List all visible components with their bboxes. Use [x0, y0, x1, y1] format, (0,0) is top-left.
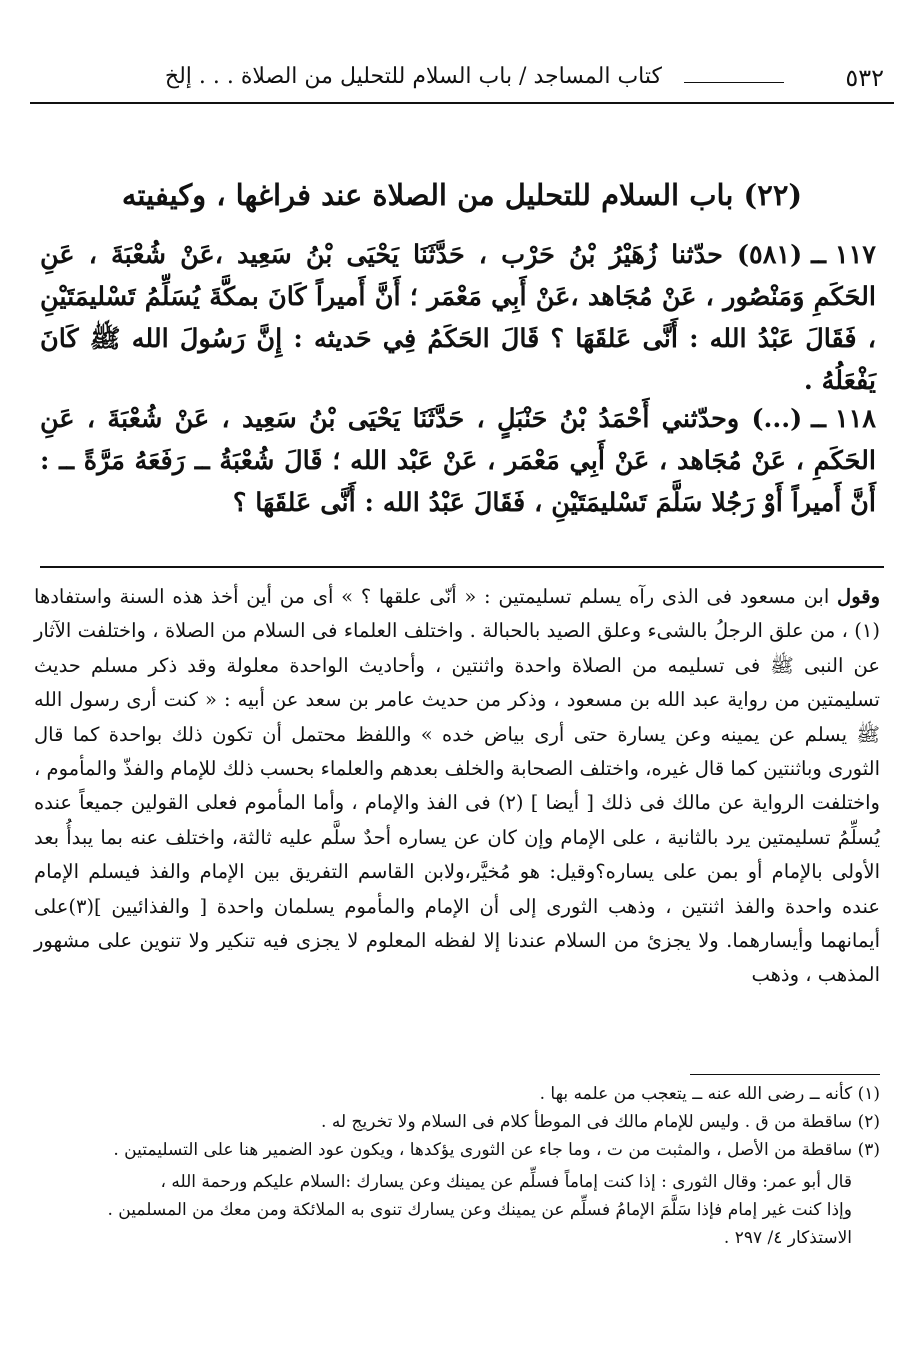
- chapter-title: (٢٢) باب السلام للتحليل من الصلاة عند فراغها ، وكيفيته: [121, 178, 803, 212]
- footnote-quote-source: الاستذكار ٤/ ٢٩٧ .: [723, 1228, 852, 1248]
- hadith-117: [40, 234, 876, 402]
- footnote-2: (٢) ساقطة من ق . وليس للإمام مالك فى الموطأ كلام فى السلام ولا تخريج له .: [321, 1112, 880, 1132]
- hadith-number: ١١٨ ــ (...): [751, 404, 876, 434]
- hadith-number: ١١٧ ــ (٥٨١): [736, 240, 876, 270]
- page-header: [30, 56, 894, 106]
- running-title: كتاب المساجد / باب السلام للتحليل من الصلاة . . . إلخ: [164, 64, 662, 89]
- hadith-118: [40, 398, 876, 524]
- footnotes: [34, 1080, 880, 1252]
- commentary: [34, 580, 880, 993]
- footnote-1: (١) كأنه ــ رضى الله عنه ــ يتعجب من علمه بها .: [539, 1084, 880, 1104]
- hadith-text: حدّثنا زُهَيْرُ بْنُ حَرْب ، حَدَّثَنَا يَحْيَى بْنُ سَعِيد ،عَنْ شُعْبَةَ ، عَنِ الحَكَمِ وَمَنْصُور ، عَنْ مُجَاهد ،عَنْ أَبِي مَعْمَر ؛ أَنَّ أَميراً كَانَ بمكَّةَ يُسَلِّمُ تَسْليمَتَيْنِ ، فَقَالَ عَبْدُ الله : أَنَّى عَلقَهَا ؟ قَالَ الحَكَمُ فِي حَديثه : إِنَّ رَسُولَ الله ﷺ كَانَ يَفْعَلُهُ .: [40, 240, 876, 396]
- commentary-separator: [40, 566, 884, 568]
- footnote-separator: [690, 1074, 880, 1075]
- commentary-text: ابن مسعود فى الذى رآه يسلم تسليمتين : « أنّى علقها ؟ » أى من أين أخذ هذه السنة واستفادها (١) ، من علق الرجلُ بالشىء وعلق الصيد بالحبالة . واختلف العلماء فى السلام من الصلاة ، واختلفت الآثار عن النبى ﷺ فى تسليمه من الصلاة واحدة واثنتين ، وأحاديث الواحدة معلولة وقد ذكر مسلم حديث تسليمتين من رواية عبد الله بن مسعود ، وذكر من حديث عامر بن سعد عن أبيه : « كنت أرى رسول الله ﷺ يسلم عن يمينه وعن يسارة حتى أرى بياض خده » واللفظ محتمل أن تكون ذلك بواحدة كما قال الثورى وباثنتين كما قال غيره، واختلف الصحابة والخلف بعدهم والعلماء بحسب ذلك للإمام والفذّ والمأموم ، واختلفت الرواية عن مالك فى ذلك [ أيضا ] (٢) فى الفذ والإمام ، وأما المأموم فعلى القولين جميعاً عنده يُسلِّمُ تسليمتين يرد بالثانية ، على الإمام وإن كان عن يساره أحدٌ سلَّم عليه ثالثة، واختلف عنه بما يبدأُ بعد الأولى بالإمام أو بمن على يساره؟وقيل: هو مُخيَّر،ولابن القاسم التفريق بين الإمام والفذ فيسلم الإمام عنده واحدة والفذ اثنتين ، وذهب الثورى إلى أن الإمام والمأموم يسلمان واحدة [ والفذائيين ](٣)على أيمانهما وأيسارهما. ولا يجزئ من السلام عندنا إلا لفظه المعلوم لا يجزى فيه تنكير ولا تنوين على مشهور المذهب ، وذهب: [34, 585, 880, 987]
- header-dash-line: [684, 82, 784, 83]
- footnote-quote: [34, 1168, 880, 1252]
- hadith-text: وحدّثني أَحْمَدُ بْنُ حَنْبَلٍ ، حَدَّثَنَا يَحْيَى بْنُ سَعِيد ، عَنْ شُعْبَةَ ، عَنِ الحَكَمِ ، عَنْ مُجَاهد ، عَنْ أَبِي مَعْمَر ، عَنْ عَبْد الله ؛ قَالَ شُعْبَةُ ــ رَفَعَهُ مَرَّةً ــ : أَنَّ أَميراً أَوْ رَجُلا سَلَّمَ تَسْليمَتَيْنِ ، فَقَالَ عَبْدُ الله : أَنَّى عَلقَهَا ؟: [40, 404, 876, 518]
- footnote-3: (٣) ساقطة من الأصل ، والمثبت من ت ، وما جاء عن الثورى يؤكدها ، ويكون عود الضمير هنا على التسليمتين .: [113, 1140, 880, 1160]
- footnote-quote-line: وإذا كنت غير إمام فإذا سَلَّمَ الإمامُ فسلِّم عن يمينك وعن يسارك تنوى به الملائكة ومن معك من المسلمين .: [107, 1200, 852, 1220]
- commentary-lead: وقول: [837, 585, 881, 608]
- header-rule: [30, 102, 894, 104]
- footnote-quote-line: قال أبو عمر: وقال الثورى : إذا كنت إماماً فسلِّم عن يمينك وعن يسارك :السلام عليكم ورحمة الله ،: [160, 1172, 852, 1192]
- page-number: ٥٣٢: [845, 64, 884, 92]
